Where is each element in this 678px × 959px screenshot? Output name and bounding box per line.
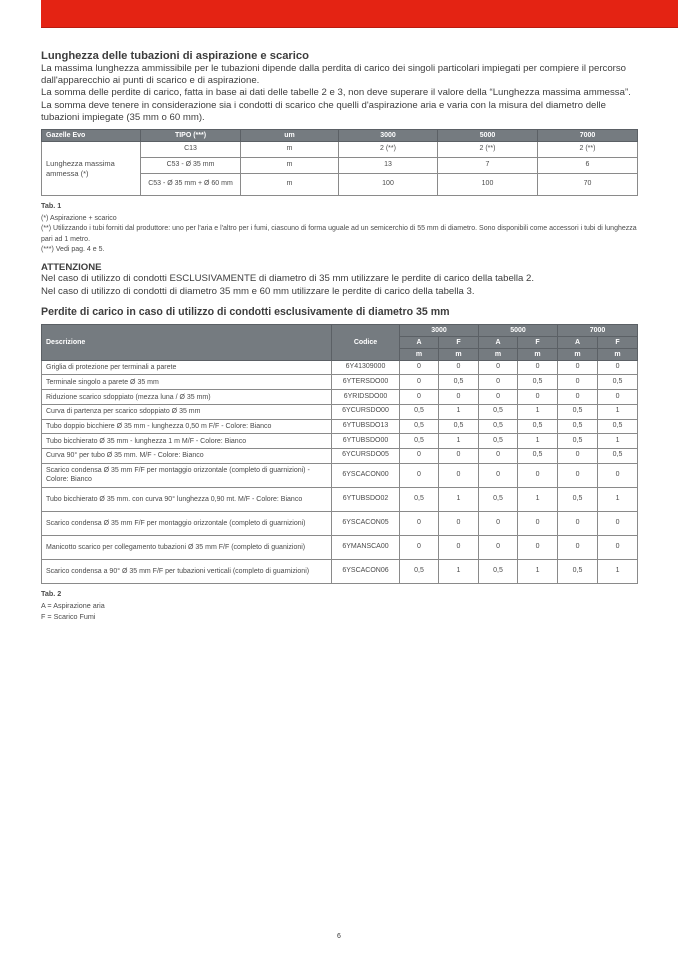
table-row [42,559,638,583]
cell-value: 1 [439,487,479,511]
cell-value: 1 [598,487,638,511]
cell-value: 1 [439,559,479,583]
cell-value: 0 [439,535,479,559]
col-header-model: Gazelle Evo [42,130,141,142]
cell-value: 0 [518,511,558,535]
cell-value: 0,5 [558,404,598,419]
cell-description: Riduzione scarico sdoppiato (mezza luna / Ø 35 mm) [42,390,332,405]
cell-value: 1 [518,404,558,419]
cell-value: 0 [518,360,558,375]
cell-code: 6YTERSDO00 [332,375,400,390]
cell-value: 0,5 [400,434,439,449]
col-header-code: Codice [332,324,400,360]
col-header-f: F [598,336,638,348]
cell-value: 0,5 [479,434,518,449]
cell-value: 0,5 [598,419,638,434]
cell-value: 0 [598,511,638,535]
cell-value: 0 [479,375,518,390]
cell-value: 1 [439,404,479,419]
cell-unit: m [241,158,339,174]
cell-value: 0 [400,463,439,487]
cell-value: 0 [558,448,598,463]
cell-value: 0 [439,511,479,535]
cell-value: 0 [400,390,439,405]
cell-value: 0 [400,360,439,375]
table-1-label: Tab. 1 [41,201,62,211]
cell-7000: 2 (**) [538,142,638,158]
cell-code: 6YSCACON05 [332,511,400,535]
cell-code: 6YMANSCA00 [332,535,400,559]
table-row [42,434,638,449]
col-unit: m [558,348,598,360]
cell-description: Tubo doppio bicchiere Ø 35 mm - lunghezza 0,50 m F/F - Colore: Bianco [42,419,332,434]
cell-description: Scarico condensa Ø 35 mm F/F per montaggio orizzontale (completo di guarnizioni) - Colore: Bianco [42,463,332,487]
cell-value: 0 [598,535,638,559]
cell-description: Manicotto scarico per collegamento tubazioni Ø 35 mm F/F (completo di guanizioni) [42,535,332,559]
table-row [42,360,638,375]
col-header-5000: 5000 [438,130,538,142]
cell-value: 0 [400,375,439,390]
legend [41,600,637,622]
cell-unit: m [241,174,339,196]
cell-description: Terminale singolo a parete Ø 35 mm [42,375,332,390]
cell-value: 0 [518,390,558,405]
cell-code: 6YRIDSDO00 [332,390,400,405]
cell-code: 6YTUBSDO02 [332,487,400,511]
cell-value: 0,5 [518,375,558,390]
page-content [41,50,637,622]
cell-5000: 2 (**) [438,142,538,158]
section-title-pressure-loss: Perdite di carico in caso di utilizzo di condotti esclusivamente di diametro 35 mm [41,305,450,318]
col-header-type: TIPO (***) [141,130,241,142]
cell-value: 0 [400,448,439,463]
cell-7000: 6 [538,158,638,174]
cell-value: 0,5 [400,559,439,583]
cell-type: C53 - Ø 35 mm + Ø 60 mm [141,174,241,196]
legend-item: A = Aspirazione aria [41,600,105,610]
cell-description: Curva di partenza per scarico sdoppiato Ø 35 mm [42,404,332,419]
cell-value: 0,5 [479,559,518,583]
table-row [42,404,638,419]
cell-description: Scarico condensa Ø 35 mm F/F per montaggio orizzontale (completo di guarnizioni) [42,511,332,535]
table-header-row [42,324,638,336]
cell-value: 1 [598,434,638,449]
cell-value: 0 [479,535,518,559]
col-header-f: F [518,336,558,348]
cell-value: 0,5 [439,419,479,434]
cell-7000: 70 [538,174,638,196]
cell-value: 1 [518,434,558,449]
cell-value: 0,5 [558,559,598,583]
cell-code: 6YCURSDO00 [332,404,400,419]
cell-description: Tubo bicchierato Ø 35 mm. con curva 90° lunghezza 0,90 mt. M/F - Colore: Bianco [42,487,332,511]
footnote: (**) Utilizzando i tubi forniti dal produttore: uno per l'aria e l'altro per i fumi, ciascuno di forma uguale ad un semicerchio di 55 mm di diametro. Sono disponibili come accessori i tubi di lunghezza pari ad 1 metro. [41,225,637,243]
header-accent-bar [41,0,678,28]
cell-code: 6YSCACON00 [332,463,400,487]
col-unit: m [518,348,558,360]
cell-value: 1 [518,487,558,511]
cell-value: 0 [558,463,598,487]
cell-type: C13 [141,142,241,158]
cell-value: 0 [400,535,439,559]
cell-value: 0 [518,463,558,487]
cell-3000: 13 [339,158,438,174]
table-row [42,419,638,434]
cell-value: 1 [598,404,638,419]
footnotes [41,214,637,255]
col-header-a: A [479,336,518,348]
cell-value: 0,5 [479,487,518,511]
table-row [42,448,638,463]
table-header-row [42,130,638,142]
cell-value: 0,5 [558,419,598,434]
cell-value: 0 [558,360,598,375]
cell-code: 6YTUBSDO13 [332,419,400,434]
table-row [42,487,638,511]
cell-value: 0 [479,511,518,535]
cell-value: 0 [558,390,598,405]
col-header-3000: 3000 [400,324,479,336]
cell-value: 0 [598,360,638,375]
col-header-7000: 7000 [558,324,638,336]
cell-value: 0,5 [400,487,439,511]
cell-description: Scarico condensa a 90° Ø 35 mm F/F per tubazioni verticali (completo di guarnizioni) [42,559,332,583]
cell-value: 0 [439,448,479,463]
cell-value: 0,5 [518,448,558,463]
cell-value: 0,5 [400,419,439,434]
table-row [42,390,638,405]
cell-value: 0 [558,511,598,535]
col-unit: m [598,348,638,360]
table-row [42,142,638,158]
col-header-a: A [558,336,598,348]
cell-code: 6YCURSDO05 [332,448,400,463]
cell-value: 0 [479,360,518,375]
cell-value: 0 [479,463,518,487]
cell-unit: m [241,142,339,158]
cell-description: Griglia di protezione per terminali a parete [42,360,332,375]
cell-value: 0,5 [598,448,638,463]
intro-paragraph-2: La somma delle perdite di carico, fatta in base ai dati delle tabelle 2 e 3, non deve superare il valore della “Lunghezza massima ammessa”. La somma deve tenere in considerazione sia i condotti di scarico che quelli d'aspirazione aria e varia con la misura del diametro delle tubazioni impiegate (35 mm o 60 mm). [41,87,631,123]
col-unit: m [479,348,518,360]
col-header-unit: um [241,130,339,142]
cell-value: 0 [518,535,558,559]
cell-value: 1 [439,434,479,449]
cell-value: 0 [479,448,518,463]
col-unit: m [400,348,439,360]
footnote: (*) Aspirazione + scarico [41,215,117,223]
cell-value: 0 [558,375,598,390]
table-max-length [41,129,638,196]
footnote: (***) Vedi pag. 4 e 5. [41,245,105,253]
cell-value: 0,5 [400,404,439,419]
cell-3000: 2 (**) [339,142,438,158]
cell-value: 0,5 [439,375,479,390]
cell-5000: 100 [438,174,538,196]
table-row [42,463,638,487]
attention-line: Nel caso di utilizzo di condotti di diametro 35 mm e 60 mm utilizzare le perdite di carico della tabella 3. [41,285,475,297]
col-header-7000: 7000 [538,130,638,142]
cell-code: 6Y41309000 [332,360,400,375]
cell-value: 0 [439,360,479,375]
table-row [42,535,638,559]
legend-item: F = Scarico Fumi [41,611,96,621]
col-header-3000: 3000 [339,130,438,142]
cell-value: 0 [439,463,479,487]
table-row [42,375,638,390]
cell-code: 6YTUBSDO00 [332,434,400,449]
page-number: 6 [337,933,341,940]
cell-type: C53 - Ø 35 mm [141,158,241,174]
cell-value: 0 [479,390,518,405]
cell-value: 0 [598,390,638,405]
row-label: Lunghezza massima ammessa (*) [42,142,141,196]
col-header-description: Descrizione [42,324,332,360]
table-row [42,511,638,535]
attention-title: ATTENZIONE [41,262,102,274]
col-header-f: F [439,336,479,348]
section-title-pipe-length: Lunghezza delle tubazioni di aspirazione e scarico [41,50,309,62]
table-pressure-loss [41,324,638,584]
cell-value: 0,5 [479,404,518,419]
col-header-5000: 5000 [479,324,558,336]
cell-value: 0,5 [479,419,518,434]
cell-value: 0,5 [518,419,558,434]
cell-value: 0,5 [558,487,598,511]
table-2-label: Tab. 2 [41,588,62,598]
cell-value: 0 [439,390,479,405]
cell-value: 0 [400,511,439,535]
cell-description: Curva 90° per tubo Ø 35 mm. M/F - Colore: Bianco [42,448,332,463]
cell-code: 6YSCACON06 [332,559,400,583]
cell-value: 0,5 [598,375,638,390]
attention-line: Nel caso di utilizzo di condotti ESCLUSIVAMENTE di diametro di 35 mm utilizzare le perdite di carico della tabella 2. [41,273,535,285]
col-header-a: A [400,336,439,348]
cell-value: 0 [558,535,598,559]
cell-value: 0,5 [558,434,598,449]
cell-value: 1 [598,559,638,583]
cell-5000: 7 [438,158,538,174]
cell-value: 1 [518,559,558,583]
intro-paragraph-1: La massima lunghezza ammissibile per le tubazioni dipende dalla perdita di carico dei singoli particolari impiegati per compiere il percorso dall'apparecchio ai punti di scarico e di aspirazione. [41,63,626,87]
col-unit: m [439,348,479,360]
cell-description: Tubo bicchierato Ø 35 mm - lunghezza 1 m M/F - Colore: Bianco [42,434,332,449]
cell-3000: 100 [339,174,438,196]
cell-value: 0 [598,463,638,487]
